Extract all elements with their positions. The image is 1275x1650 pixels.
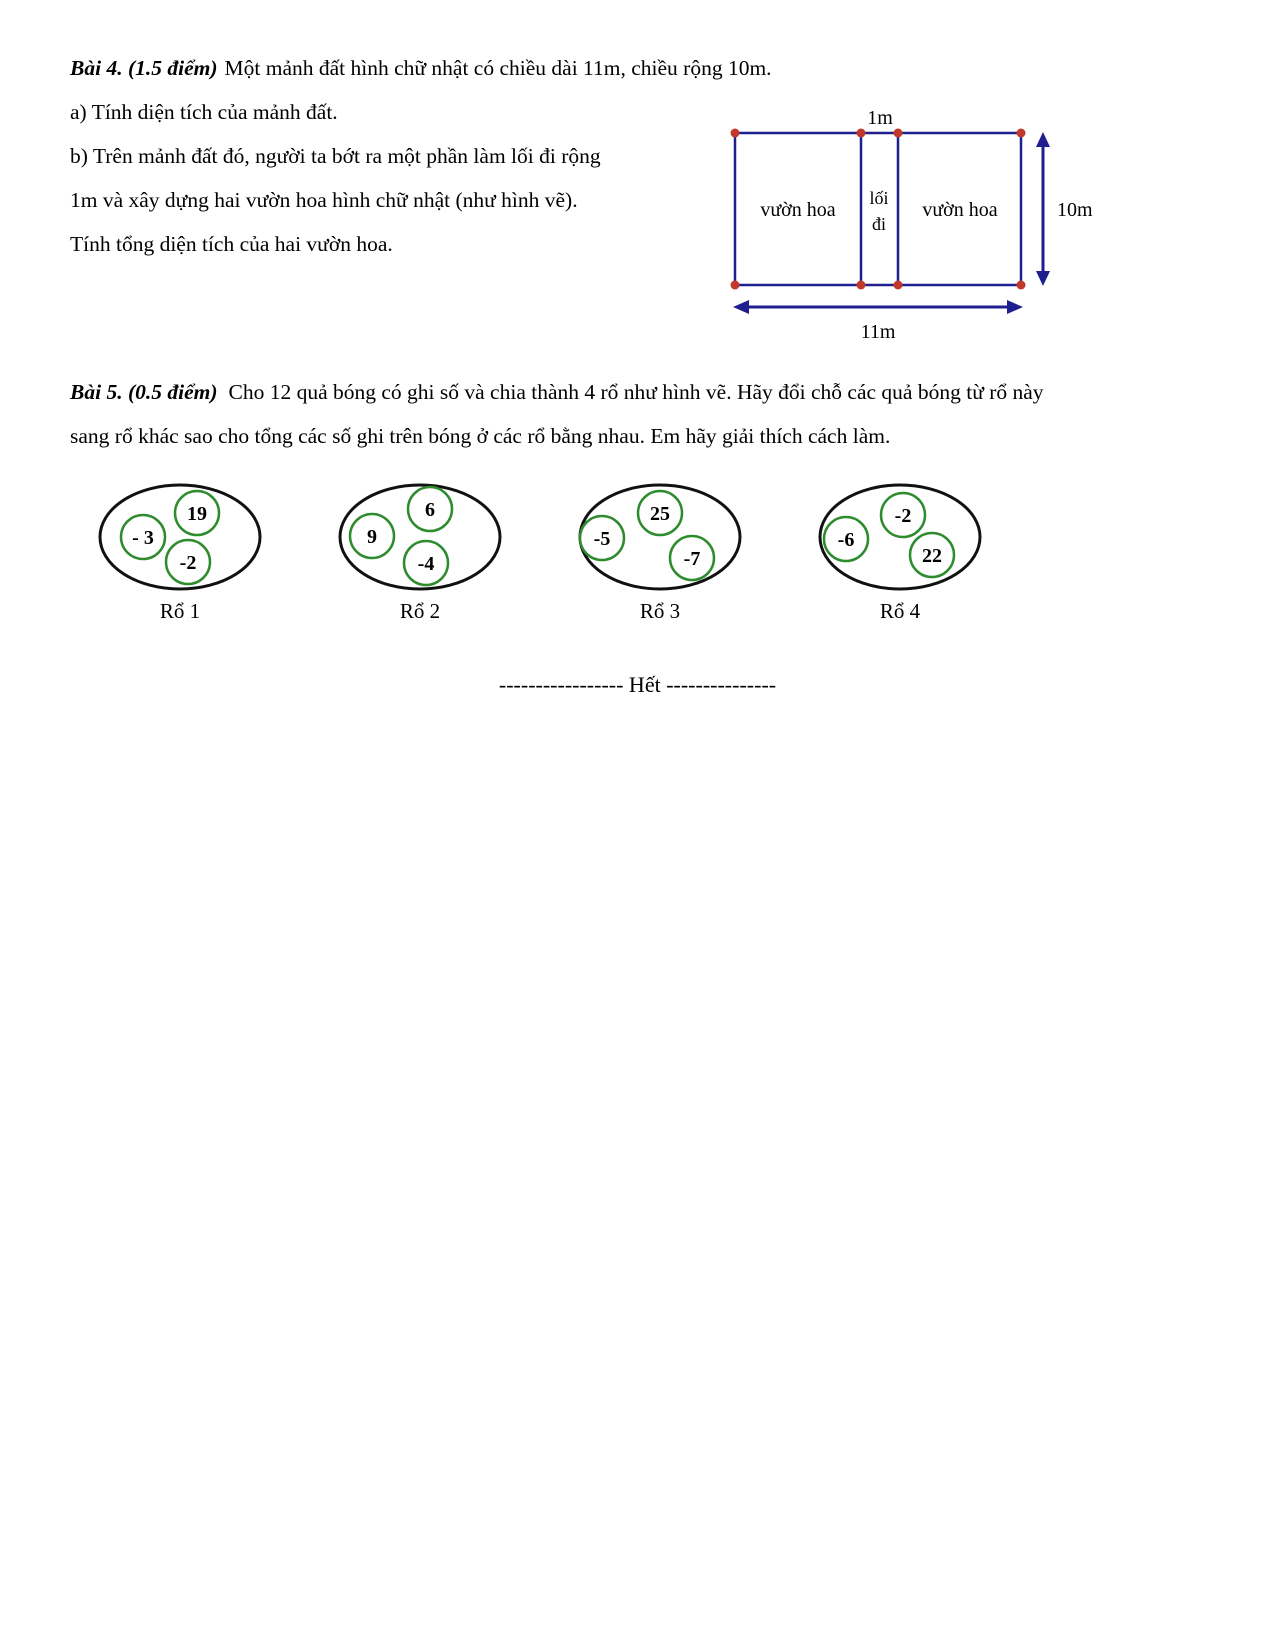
dot-bottom-left xyxy=(731,281,740,290)
ball-number: - 3 xyxy=(132,527,154,549)
path-label-line-2: đi xyxy=(871,214,887,234)
dot-top-right xyxy=(1017,129,1026,138)
dot-bottom-right xyxy=(1017,281,1026,290)
ball-number: 25 xyxy=(650,503,670,525)
dot-top-left xyxy=(731,129,740,138)
basket-4-label: Rổ 4 xyxy=(879,599,921,623)
problem-4-intro: Một mảnh đất hình chữ nhật có chiều dài 11m, chiều rộng 10m. xyxy=(224,56,772,80)
width-label-11m: 11m xyxy=(860,321,896,343)
problem-5-section xyxy=(70,370,1205,624)
basket-3-svg xyxy=(540,480,780,595)
problem-5-text-line-2: sang rổ khác sao cho tổng các số ghi trên bóng ở các rổ bằng nhau. Em hãy giải thích cách làm. xyxy=(70,424,891,448)
dot-path-top-right xyxy=(894,129,903,138)
problem-4-part-a: a) Tính diện tích của mảnh đất. xyxy=(70,100,338,124)
basket-3 xyxy=(540,480,780,624)
dot-path-top-left xyxy=(857,129,866,138)
ball-number: 19 xyxy=(187,503,207,525)
problem-4-intro-line xyxy=(70,46,1205,90)
width-arrow-head-right xyxy=(1007,300,1023,314)
left-garden-label: vườn hoa xyxy=(760,199,836,221)
ball-number: -2 xyxy=(179,552,197,574)
basket-3-label: Rổ 3 xyxy=(639,599,681,623)
ball-number: -6 xyxy=(837,529,855,551)
basket-1-label: Rổ 1 xyxy=(159,599,201,623)
problem-4-section xyxy=(70,46,1205,358)
problem-5-text-line-1 xyxy=(70,370,1205,414)
width-arrow-head-left xyxy=(733,300,749,314)
land-diagram-svg xyxy=(725,100,1100,350)
diagram-label-1m: 1m xyxy=(867,107,893,129)
ball-number: 9 xyxy=(367,526,377,548)
height-arrow-head-top xyxy=(1036,132,1050,147)
footer-het: ----------------- Hết --------------- xyxy=(498,672,777,697)
problem-4-part-b-line-2: 1m và xây dựng hai vườn hoa hình chữ nhật (như hình vẽ). xyxy=(70,188,578,212)
baskets-row xyxy=(60,480,1205,624)
basket-2 xyxy=(300,480,540,624)
problem-4-part-b-line-1: b) Trên mảnh đất đó, người ta bớt ra một phần làm lối đi rộng xyxy=(70,144,601,168)
dot-path-bottom-right xyxy=(894,281,903,290)
ball-number: -2 xyxy=(894,505,912,527)
problem-5-label: Bài 5. (0.5 điểm) xyxy=(70,380,218,404)
ball-number: -5 xyxy=(593,528,611,550)
basket-4 xyxy=(780,480,1020,624)
basket-1-svg xyxy=(60,480,300,595)
right-garden-label: vườn hoa xyxy=(922,199,998,221)
ball-number: 6 xyxy=(425,499,435,521)
basket-2-label: Rổ 2 xyxy=(399,599,441,623)
dot-path-bottom-left xyxy=(857,281,866,290)
basket-1 xyxy=(60,480,300,624)
basket-2-svg xyxy=(300,480,540,595)
basket-4-svg xyxy=(780,480,1020,595)
problem-4-part-b-line-3: Tính tổng diện tích của hai vườn hoa. xyxy=(70,232,393,256)
ball-number: -4 xyxy=(417,553,435,575)
land-diagram xyxy=(725,100,1100,350)
ball-number: 22 xyxy=(922,545,942,567)
height-label-10m: 10m xyxy=(1057,199,1093,221)
path-label-line-1: lối xyxy=(869,188,889,208)
problem-4-label: Bài 4. (1.5 điểm) xyxy=(70,56,218,80)
ball-number: -7 xyxy=(683,548,701,570)
height-arrow-head-bottom xyxy=(1036,271,1050,286)
problem-5-text-start: Cho 12 quả bóng có ghi số và chia thành 4 rổ như hình vẽ. Hãy đổi chỗ các quả bóng từ rổ này xyxy=(228,380,1044,404)
